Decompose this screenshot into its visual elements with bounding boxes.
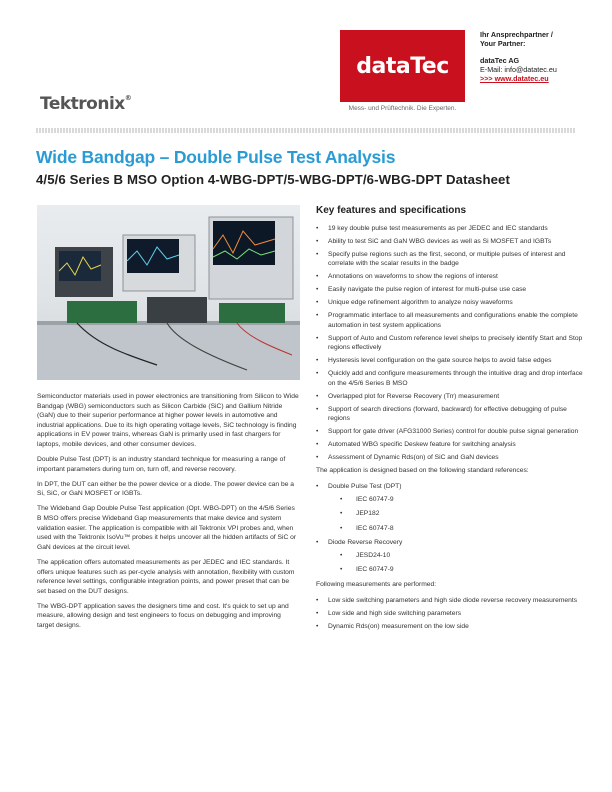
oscilloscope-setup-image: [37, 205, 300, 380]
list-item: • Low side switching parameters and high side diode reverse recovery measurements: [316, 596, 588, 606]
list-item: • Unique edge refinement algorithm to analyze noisy waveforms: [316, 298, 588, 308]
page-subtitle: 4/5/6 Series B MSO Option 4-WBG-DPT/5-WBG-DPT/6-WBG-DPT Datasheet: [36, 172, 510, 187]
list-item: • Easily navigate the pulse region of interest for multi-pulse use case: [316, 285, 588, 295]
measurements-list: [316, 596, 588, 632]
list-item: • Support of search directions (forward, backward) for effective debugging of pulse regions: [316, 405, 588, 424]
measurements-intro: Following measurements are performed:: [316, 581, 437, 589]
list-item: • Quickly add and configure measurements through the intuitive drag and drop interface on the 4/5/6 Series B MSO: [316, 369, 588, 388]
standard-sublist: [328, 495, 588, 534]
website-link[interactable]: >>> www.datatec.eu: [480, 74, 549, 83]
company-name: dataTec AG: [480, 56, 520, 65]
list-item: • Low side and high side switching parameters: [316, 609, 588, 619]
header-divider: [36, 128, 576, 133]
intro-paragraph: The WBG-DPT application saves the designers time and cost. It's quick to set up and measure, allowing design and test engineers to focus on debugging and improving target designs.: [37, 602, 289, 629]
intro-paragraph: Semiconductor materials used in power electronics are transitioning from Silicon to Wide Bandgap (WBG) semiconductors such as Silicon Carbide (SiC) and Gallium Nitride (GaN) due to their superior performance at higher power levels in automotive and industrial applications. Due to its high operating voltage levels, SiC technology is finding applications in EV power trains, whereas GaN is primarily used in fast chargers for laptops, mobile devices, and other consumer devices.: [37, 393, 299, 448]
key-features-heading: Key features and specifications: [316, 205, 467, 216]
intro-paragraph: The Wideband Gap Double Pulse Test application (Opt. WBG-DPT) on the 4/5/6 Series B MSO offers precise Wideband Gap measurements that make device and system validation easier. The application is compatible with all Tektronix VPI probes and, when used with the Tektronix IsoVu™ probes it helps uncover all the hidden artifacts of SiC or GaN devices at the circuit level.: [37, 505, 297, 551]
partner-contact: [480, 30, 600, 83]
list-item: • Assessment of Dynamic Rds(on) of SiC and GaN devices: [316, 453, 588, 463]
intro-paragraph: The application offers automated measurements as per JEDEC and IEC standards. It offers unique features such as per-cycle analysis with annotation, flexibility with custom reference level settings, configurable integration points, and power preset that can be set based on the DUT designs.: [37, 558, 295, 595]
list-item: • IEC 60747-9: [328, 565, 588, 575]
intro-paragraph: Double Pulse Test (DPT) is an industry standard technique for measuring a range of important parameters during turn on, turn off, and reverse recovery.: [37, 456, 286, 473]
intro-column: [37, 392, 299, 636]
list-item: • IEC 60747-8: [328, 524, 588, 534]
contact-heading-1: Ihr Ansprechpartner /: [480, 30, 553, 39]
tektronix-logo: [40, 94, 131, 114]
datatec-tagline: Mess- und Prüftechnik. Die Experten.: [348, 105, 457, 112]
datatec-logo: dataTec: [356, 53, 449, 79]
list-item: • JESD24-10: [328, 551, 588, 561]
contact-heading-2: Your Partner:: [480, 39, 526, 48]
key-features-column: [316, 206, 588, 635]
standard-group-name: Diode Reverse Recovery: [328, 539, 403, 547]
registered-mark: ®: [124, 94, 132, 102]
list-item: • Hysteresis level configuration on the gate source helps to avoid false edges: [316, 356, 588, 366]
list-item: • Programmatic interface to all measurements and configurations enable the complete automation in test system applications: [316, 311, 588, 330]
list-item: • JEP182: [328, 509, 588, 519]
list-item: • Overlapped plot for Reverse Recovery (Trr) measurement: [316, 392, 588, 402]
contact-email[interactable]: E-Mail: info@datatec.eu: [480, 65, 557, 74]
product-photo: [37, 205, 300, 380]
standard-group: [316, 482, 588, 533]
standard-group: [316, 538, 588, 575]
brand-name: Tektronix: [40, 94, 125, 114]
list-item: • Annotations on waveforms to show the regions of interest: [316, 272, 588, 282]
list-item: • Dynamic Rds(on) measurement on the low side: [316, 622, 588, 632]
list-item: • Support for gate driver (AFG31000 Series) control for double pulse signal generation: [316, 427, 588, 437]
standard-sublist: [328, 551, 588, 575]
list-item: • 19 key double pulse test measurements as per JEDEC and IEC standards: [316, 224, 588, 234]
list-item: • Automated WBG specific Deskew feature for switching analysis: [316, 440, 588, 450]
standard-group-name: Double Pulse Test (DPT): [328, 482, 402, 490]
list-item: • Ability to test SiC and GaN WBG devices as well as Si MOSFET and IGBTs: [316, 237, 588, 247]
page-title: Wide Bandgap – Double Pulse Test Analysis: [36, 147, 396, 167]
standards-intro: The application is designed based on the following standard references:: [316, 467, 529, 475]
list-item: • Support of Auto and Custom reference level shelps to precisely identify Start and Stop regions effectively: [316, 334, 588, 353]
list-item: • Specify pulse regions such as the first, second, or multiple pulses of interest and correlate with the scalar results in the badge: [316, 250, 588, 269]
datatec-logo-box: [340, 30, 465, 102]
intro-paragraph: In DPT, the DUT can either be the power device or a diode. The power device can be a Si, SiC, or GaN MOSFET or IGBTs.: [37, 480, 294, 498]
list-item: • IEC 60747-9: [328, 495, 588, 505]
standards-list: [316, 482, 588, 575]
key-features-list: [316, 224, 588, 463]
